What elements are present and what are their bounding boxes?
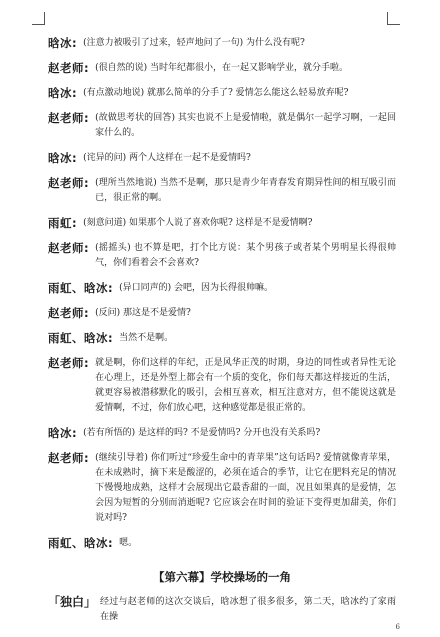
dialogue-text: 嗯。	[119, 538, 138, 548]
speaker-name: 赵老师:	[48, 356, 90, 370]
speaker-name: 晗冰:	[48, 86, 78, 100]
narration-text: 经过与赵老师的这次交谈后，晗冰想了很多很多，第二天，晗冰约了家雨在操	[100, 597, 396, 622]
dialogue-line	[48, 331, 396, 346]
scene-title: 【第六幕】学校操场的一角	[153, 570, 291, 584]
dialogue-line	[48, 111, 396, 141]
dialogue-text: (有点激动地说) 就那么简单的分手了? 爱情怎么能这么轻易放弃呢?	[83, 88, 349, 98]
dialogue-line	[48, 451, 396, 526]
dialogue-line	[48, 536, 396, 551]
dialogue-text: (异口同声的) 会吧，因为长得很帅嘛。	[119, 283, 273, 293]
dialogue-text: (很自然的说) 当时年纪都很小，在一起又影响学业，就分手啦。	[95, 63, 348, 73]
narration-label: 「独白」	[48, 595, 97, 609]
dialogue-text: (诧异的问) 两个人这样在一起不是爱情吗?	[83, 153, 251, 163]
dialogue-text: (摇摇头) 也不算是吧，打个比方说：某个男孩子或者某个男明星长得很帅气，你们看着会不会喜欢?	[95, 243, 396, 268]
speaker-name: 赵老师:	[48, 241, 90, 255]
dialogue-line	[48, 356, 396, 416]
dialogue-line	[48, 86, 396, 101]
script-page	[48, 36, 396, 625]
speaker-name: 雨虹、晗冰:	[48, 281, 114, 295]
speaker-name: 晗冰:	[48, 151, 78, 165]
crop-mark-top-right	[387, 12, 400, 25]
dialogue-text: (理所当然地说) 当然不是啊，那只是青少年青春发育期异性间的相互吸引而已，很正常的啊。	[95, 178, 396, 203]
dialogue-line	[48, 281, 396, 296]
speaker-name: 赵老师:	[48, 451, 90, 465]
speaker-name: 晗冰:	[48, 36, 78, 50]
dialogue-list	[48, 36, 396, 551]
speaker-name: 雨虹、晗冰:	[48, 331, 114, 345]
speaker-name: 晗冰:	[48, 426, 78, 440]
speaker-name: 赵老师:	[48, 61, 90, 75]
dialogue-line	[48, 241, 396, 271]
dialogue-text: (注意力被吸引了过来，轻声地问了一句) 为什么没有呢?	[83, 38, 305, 48]
dialogue-line	[48, 36, 396, 51]
dialogue-line	[48, 426, 396, 441]
speaker-name: 雨虹:	[48, 216, 78, 230]
dialogue-text: (继续引导着) 你们听过“珍爱生命中的青苹果”这句话吗? 爱情就像青苹果，在未成熟时，摘下来是酸涩的，必须在适合的季节，让它在肥料充足的情况下慢慢地成熟，这样才会展现出它最香甜的一面，况且如果真的是爱情，怎会因为短暂的分别而消逝呢? 它应该会在时间的验证下变得更加甜美，你们说对吗?	[95, 453, 396, 523]
dialogue-text: (若有所悟的) 是这样的吗? 不是爱情吗? 分开也没有关系吗?	[83, 428, 321, 438]
dialogue-text: 就是啊，你们这样的年纪，正是风华正茂的时期，身边的同性或者异性无论在心理上，还是外型上都会有一个质的变化，你们每天都这样接近的生活，就更容易被潜移默化的吸引，会相互喜欢，相互注意对方，但不能说这就是爱情啊，不过，你们放心吧，这种感觉都是很正常的。	[95, 358, 396, 413]
dialogue-text: 当然不是啊。	[119, 333, 174, 343]
dialogue-text: (故做思考状的回答) 其实也说不上是爱情啦，就是偶尔一起学习啊，一起回家什么的。	[95, 113, 396, 138]
speaker-name: 赵老师:	[48, 176, 90, 190]
dialogue-text: (反问) 那这是不是爱情?	[95, 308, 191, 318]
speaker-name: 赵老师:	[48, 306, 90, 320]
dialogue-line	[48, 306, 396, 321]
dialogue-text: (刻意问道) 如果那个人说了喜欢你呢? 这样是不是爱情啊?	[83, 218, 313, 228]
speaker-name: 雨虹、晗冰:	[48, 536, 114, 550]
dialogue-line	[48, 216, 396, 231]
dialogue-line	[48, 151, 396, 166]
page-number: 6	[395, 623, 400, 631]
speaker-name: 赵老师:	[48, 111, 90, 125]
narration	[48, 595, 396, 625]
dialogue-line	[48, 61, 396, 76]
dialogue-line	[48, 176, 396, 206]
crop-mark-top-left	[32, 12, 45, 25]
